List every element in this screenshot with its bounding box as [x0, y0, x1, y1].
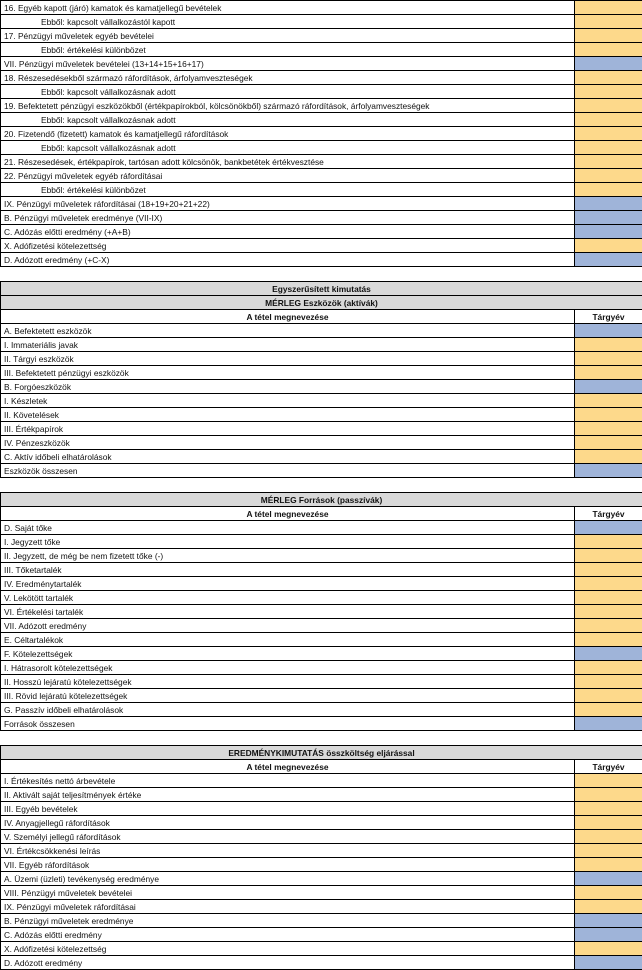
table-row: [1, 324, 642, 338]
value-cell[interactable]: [575, 197, 642, 211]
table-row: [1, 57, 642, 71]
value-cell[interactable]: [575, 366, 642, 380]
table-row: [1, 928, 642, 942]
value-cell[interactable]: [575, 422, 642, 436]
value-cell[interactable]: [575, 928, 642, 942]
row-label: B. Forgóeszközök: [1, 380, 575, 394]
table-row: [1, 788, 642, 802]
value-cell[interactable]: [575, 239, 642, 253]
row-label: VI. Értékelési tartalék: [1, 605, 575, 619]
table-row: [1, 661, 642, 675]
row-label: Ebből: kapcsolt vállalkozástól kapott: [1, 15, 575, 29]
column-header-value: Tárgyév: [575, 760, 642, 774]
value-cell[interactable]: [575, 169, 642, 183]
table-row: [1, 169, 642, 183]
value-cell[interactable]: [575, 85, 642, 99]
row-label: VII. Pénzügyi műveletek bevételei (13+14+15+16+17): [1, 57, 575, 71]
table-row: [1, 43, 642, 57]
value-cell[interactable]: [575, 956, 642, 970]
table-row: [1, 647, 642, 661]
row-label: III. Tőketartalék: [1, 563, 575, 577]
section-title: EREDMÉNYKIMUTATÁS összköltség eljárással: [1, 746, 642, 760]
value-cell[interactable]: [575, 71, 642, 85]
row-label: G. Passzív időbeli elhatárolások: [1, 703, 575, 717]
table-row: [1, 464, 642, 478]
section-spacer: [0, 731, 642, 745]
value-cell[interactable]: [575, 464, 642, 478]
table-row: [1, 155, 642, 169]
value-cell[interactable]: [575, 338, 642, 352]
row-label: IV. Eredménytartalék: [1, 577, 575, 591]
table-row: [1, 183, 642, 197]
table-row: [1, 900, 642, 914]
value-cell[interactable]: [575, 577, 642, 591]
row-label: 22. Pénzügyi műveletek egyéb ráfordításai: [1, 169, 575, 183]
table-row: [1, 394, 642, 408]
value-cell[interactable]: [575, 563, 642, 577]
value-cell[interactable]: [575, 450, 642, 464]
row-label: I. Immateriális javak: [1, 338, 575, 352]
row-label: X. Adófizetési kötelezettség: [1, 942, 575, 956]
value-cell[interactable]: [575, 324, 642, 338]
table-row: [1, 619, 642, 633]
section-title-row: [1, 746, 642, 760]
income-continuation-table: [0, 0, 642, 267]
section-table: [0, 492, 642, 731]
value-cell[interactable]: [575, 253, 642, 267]
row-label: 21. Részesedések, értékpapírok, tartósan adott kölcsönök, bankbetétek értékvesztése: [1, 155, 575, 169]
section-table: [0, 281, 642, 478]
section-table: [0, 745, 642, 970]
row-label: Ebből: értékelési különbözet: [1, 43, 575, 57]
column-header-row: [1, 507, 642, 521]
row-label: A. Üzemi (üzleti) tevékenység eredménye: [1, 872, 575, 886]
row-label: VII. Adózott eredmény: [1, 619, 575, 633]
table-row: [1, 352, 642, 366]
row-label: VIII. Pénzügyi műveletek bevételei: [1, 886, 575, 900]
row-label: VI. Értékcsökkenési leírás: [1, 844, 575, 858]
row-label: IV. Anyagjellegű ráfordítások: [1, 816, 575, 830]
value-cell[interactable]: [575, 99, 642, 113]
section-title-row: [1, 493, 642, 507]
column-header-name: A tétel megnevezése: [1, 310, 575, 324]
table-row: [1, 591, 642, 605]
value-cell[interactable]: [575, 661, 642, 675]
row-label: II. Aktivált saját teljesítmények értéke: [1, 788, 575, 802]
column-header-value: Tárgyév: [575, 507, 642, 521]
table-row: [1, 141, 642, 155]
value-cell[interactable]: [575, 647, 642, 661]
table-row: [1, 774, 642, 788]
table-row: [1, 549, 642, 563]
section-spacer: [0, 478, 642, 492]
row-label: II. Hosszú lejáratú kötelezettségek: [1, 675, 575, 689]
row-label: I. Készletek: [1, 394, 575, 408]
row-label: D. Adózott eredmény: [1, 956, 575, 970]
value-cell[interactable]: [575, 549, 642, 563]
value-cell[interactable]: [575, 886, 642, 900]
table-row: [1, 633, 642, 647]
value-cell[interactable]: [575, 900, 642, 914]
row-label: Ebből: kapcsolt vállalkozásnak adott: [1, 141, 575, 155]
value-cell[interactable]: [575, 211, 642, 225]
value-cell[interactable]: [575, 619, 642, 633]
row-label: A. Befektetett eszközök: [1, 324, 575, 338]
table-row: [1, 844, 642, 858]
row-label: F. Kötelezettségek: [1, 647, 575, 661]
row-label: VII. Egyéb ráfordítások: [1, 858, 575, 872]
value-cell[interactable]: [575, 844, 642, 858]
section-title-row: [1, 296, 642, 310]
value-cell[interactable]: [575, 29, 642, 43]
row-label: Források összesen: [1, 717, 575, 731]
table-row: [1, 436, 642, 450]
table-row: [1, 689, 642, 703]
section-spacer: [0, 267, 642, 281]
table-row: [1, 239, 642, 253]
row-label: II. Követelések: [1, 408, 575, 422]
value-cell[interactable]: [575, 858, 642, 872]
value-cell[interactable]: [575, 43, 642, 57]
row-label: 20. Fizetendő (fizetett) kamatok és kamatjellegű ráfordítások: [1, 127, 575, 141]
value-cell[interactable]: [575, 703, 642, 717]
row-label: C. Aktív időbeli elhatárolások: [1, 450, 575, 464]
value-cell[interactable]: [575, 394, 642, 408]
table-row: [1, 71, 642, 85]
value-cell[interactable]: [575, 436, 642, 450]
table-row: [1, 872, 642, 886]
row-label: II. Jegyzett, de még be nem fizetett tőke (-): [1, 549, 575, 563]
value-cell[interactable]: [575, 914, 642, 928]
value-cell[interactable]: [575, 689, 642, 703]
table-row: [1, 99, 642, 113]
row-label: I. Hátrasorolt kötelezettségek: [1, 661, 575, 675]
row-label: III. Értékpapírok: [1, 422, 575, 436]
table-row: [1, 830, 642, 844]
value-cell[interactable]: [575, 717, 642, 731]
table-row: [1, 338, 642, 352]
table-row: [1, 211, 642, 225]
row-label: II. Tárgyi eszközök: [1, 352, 575, 366]
table-row: [1, 886, 642, 900]
table-row: [1, 408, 642, 422]
value-cell[interactable]: [575, 633, 642, 647]
row-label: C. Adózás előtti eredmény (+A+B): [1, 225, 575, 239]
row-label: Ebből: kapcsolt vállalkozásnak adott: [1, 85, 575, 99]
value-cell[interactable]: [575, 113, 642, 127]
column-header-name: A tétel megnevezése: [1, 760, 575, 774]
table-row: [1, 605, 642, 619]
table-row: [1, 197, 642, 211]
table-row: [1, 858, 642, 872]
value-cell[interactable]: [575, 802, 642, 816]
value-cell[interactable]: [575, 57, 642, 71]
row-label: C. Adózás előtti eredmény: [1, 928, 575, 942]
row-label: Ebből: kapcsolt vállalkozásnak adott: [1, 113, 575, 127]
value-cell[interactable]: [575, 141, 642, 155]
column-header-row: [1, 310, 642, 324]
row-label: III. Egyéb bevételek: [1, 802, 575, 816]
column-header-value: Tárgyév: [575, 310, 642, 324]
table-row: [1, 15, 642, 29]
table-row: [1, 366, 642, 380]
table-row: [1, 675, 642, 689]
value-cell[interactable]: [575, 521, 642, 535]
table-row: [1, 816, 642, 830]
row-label: I. Jegyzett tőke: [1, 535, 575, 549]
row-label: IX. Pénzügyi műveletek ráfordításai (18+19+20+21+22): [1, 197, 575, 211]
table-row: [1, 1, 642, 15]
table-row: [1, 85, 642, 99]
value-cell[interactable]: [575, 591, 642, 605]
row-label: 18. Részesedésekből származó ráfordítások, árfolyamveszteségek: [1, 71, 575, 85]
column-header-row: [1, 760, 642, 774]
row-label: Ebből: értékelési különbözet: [1, 183, 575, 197]
row-label: 17. Pénzügyi műveletek egyéb bevételei: [1, 29, 575, 43]
row-label: X. Adófizetési kötelezettség: [1, 239, 575, 253]
table-row: [1, 942, 642, 956]
value-cell[interactable]: [575, 942, 642, 956]
value-cell[interactable]: [575, 183, 642, 197]
row-label: 19. Befektetett pénzügyi eszközökből (értékpapírokból, kölcsönökből) származó ráfordítások, árfolyamveszteségek: [1, 99, 575, 113]
row-label: I. Értékesítés nettó árbevétele: [1, 774, 575, 788]
row-label: D. Saját tőke: [1, 521, 575, 535]
row-label: B. Pénzügyi műveletek eredménye: [1, 914, 575, 928]
table-row: [1, 225, 642, 239]
value-cell[interactable]: [575, 225, 642, 239]
table-row: [1, 703, 642, 717]
row-label: V. Személyi jellegű ráfordítások: [1, 830, 575, 844]
table-row: [1, 577, 642, 591]
value-cell[interactable]: [575, 535, 642, 549]
section-title: Egyszerűsített kimutatás: [1, 282, 642, 296]
section-title: MÉRLEG Források (passzívák): [1, 493, 642, 507]
value-cell[interactable]: [575, 380, 642, 394]
column-header-name: A tétel megnevezése: [1, 507, 575, 521]
row-label: IV. Pénzeszközök: [1, 436, 575, 450]
row-label: Eszközök összesen: [1, 464, 575, 478]
table-row: [1, 29, 642, 43]
table-row: [1, 535, 642, 549]
row-label: 16. Egyéb kapott (járó) kamatok és kamatjellegű bevételek: [1, 1, 575, 15]
row-label: V. Lekötött tartalék: [1, 591, 575, 605]
row-label: III. Rövid lejáratú kötelezettségek: [1, 689, 575, 703]
section-title: MÉRLEG Eszközök (aktívák): [1, 296, 642, 310]
value-cell[interactable]: [575, 155, 642, 169]
value-cell[interactable]: [575, 352, 642, 366]
value-cell[interactable]: [575, 774, 642, 788]
table-row: [1, 914, 642, 928]
value-cell[interactable]: [575, 675, 642, 689]
table-row: [1, 802, 642, 816]
value-cell[interactable]: [575, 15, 642, 29]
table-row: [1, 380, 642, 394]
table-row: [1, 113, 642, 127]
row-label: III. Befektetett pénzügyi eszközök: [1, 366, 575, 380]
table-row: [1, 422, 642, 436]
value-cell[interactable]: [575, 1, 642, 15]
row-label: E. Céltartalékok: [1, 633, 575, 647]
row-label: B. Pénzügyi műveletek eredménye (VII-IX): [1, 211, 575, 225]
value-cell[interactable]: [575, 408, 642, 422]
table-row: [1, 127, 642, 141]
table-row: [1, 450, 642, 464]
section-title-row: [1, 282, 642, 296]
value-cell[interactable]: [575, 816, 642, 830]
table-row: [1, 563, 642, 577]
table-row: [1, 253, 642, 267]
row-label: D. Adózott eredmény (+C-X): [1, 253, 575, 267]
row-label: IX. Pénzügyi műveletek ráfordításai: [1, 900, 575, 914]
table-row: [1, 717, 642, 731]
value-cell[interactable]: [575, 788, 642, 802]
table-row: [1, 521, 642, 535]
value-cell[interactable]: [575, 127, 642, 141]
table-row: [1, 956, 642, 970]
value-cell[interactable]: [575, 872, 642, 886]
value-cell[interactable]: [575, 605, 642, 619]
value-cell[interactable]: [575, 830, 642, 844]
